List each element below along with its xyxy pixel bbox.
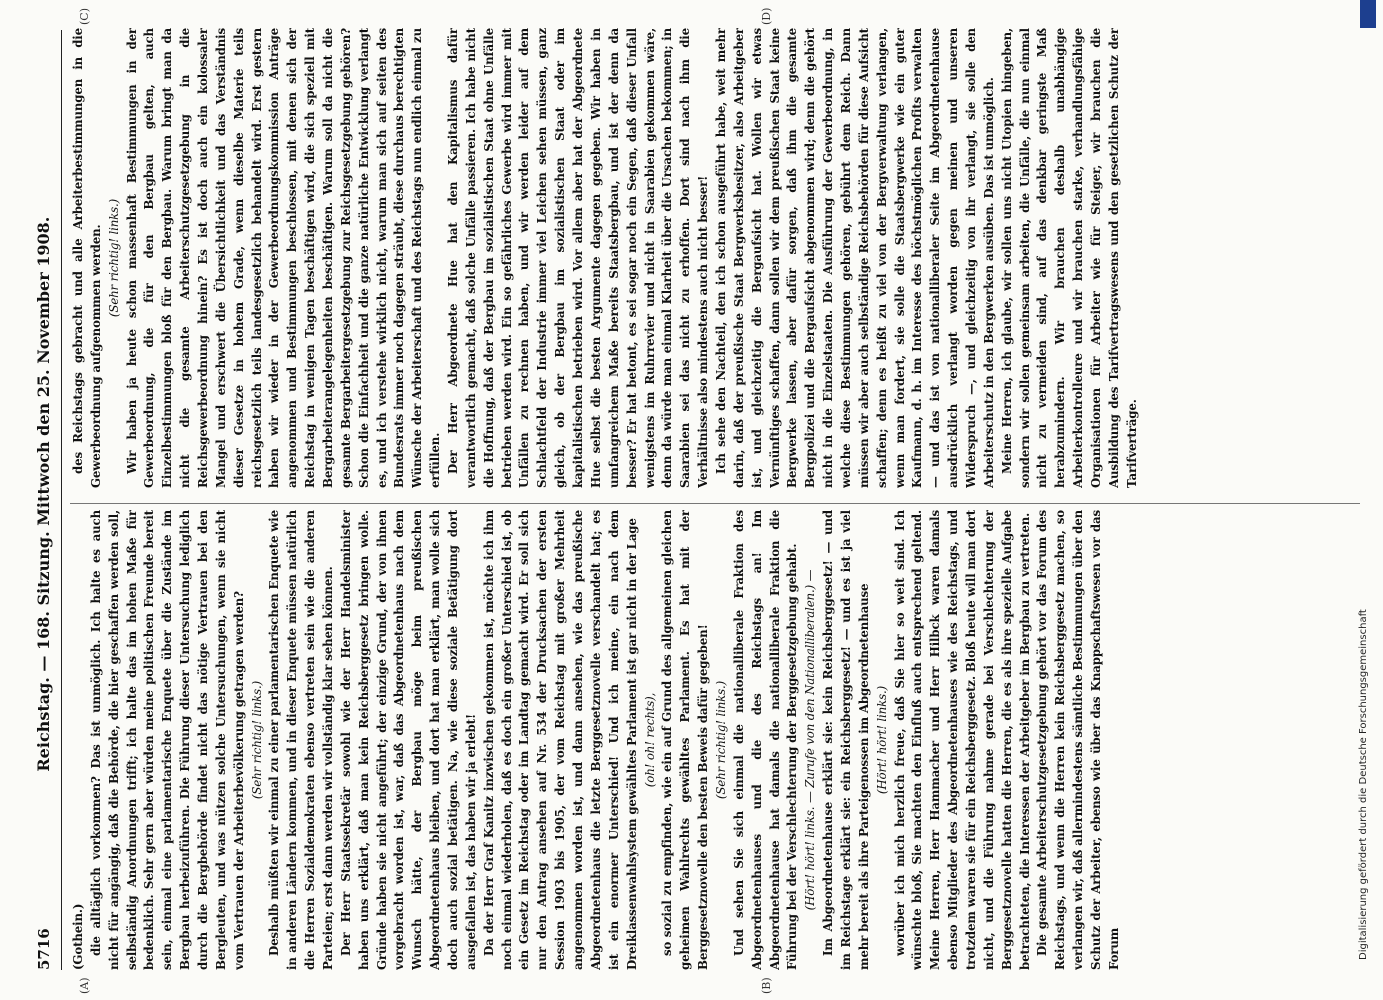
paragraph: Und sehen Sie sich einmal die nationalliberale Fraktion des Abgeordnetenhauses und die des Reichstags an! Im Abgeordnetenhause hat damals die nationalliberale Fraktion die Führung bei der Verschlechterung der Berggesetzgebung gehabt. [731,510,800,970]
interjection: (oh! oh! rechts), [642,692,657,788]
paragraph: Da der Herr Graf Kanitz inzwischen gekommen ist, möchte ich ihm noch einmal wiederholen, daß es doch ein großer Unterschied ist, ob ein Gesetz im Reichstag oder im Landtag gemacht wird. Er soll sich nur den Antrag ansehen auf Nr. 534 der Drucksachen der ersten Session 1903 bis 1905, der vom Reichstag mit großer Mehrheit angenommen worden ist, und dann ansehen, wie das preußische Abgeordnetenhaus die letzte Berggesetznovelle verschandelt hat; es ist ein enormer Unterschied! Und ich meine, ein nach dem Dreiklassenwahlsystem gewähltes Parlament ist gar nicht in der Lage [481,510,639,970]
column-divider [70,503,1360,504]
right-text-column [70,28,1360,488]
paragraph: die alltäglich vorkommen? Das ist unmöglich. Ich halte es auch nicht für angängig, daß die Behörde, die hier geschaffen werden soll, selbständig Anordnungen trifft; ich halte das im hohen Maße für bedenklich. Sehr gern aber würden meine politischen Freunde bereit sein, einmal eine parlamentarische Enquete über die Zustände im Bergbau herbeizuführen. Die Führung dieser Untersuchung lediglich durch die Bergbehörde findet nicht das nötige Vertrauen bei den Bergleuten, und was nützen solche Untersuchungen, wenn sie nicht vom Vertrauen der Arbeiterbevölkerung getragen werden? [88,510,246,970]
interjection: (Hört! hört! links. — Zurufe von den Nationalliberalen.) — [803,569,818,911]
page-number: 5716 [35,928,53,970]
page-title: Reichstag. — 168. Sitzung. Mittwoch den 25. November 1908. [34,216,53,772]
interjection: (Hört! hört! links.) [874,685,889,795]
paragraph: Der Herr Abgeordnete Hue hat den Kapitalismus dafür verantwortlich gemacht, daß solche Unfälle passieren. Ich habe nicht die Hoffnung, daß der Bergbau im sozialistischen Staat ohne Unfälle betrieben werden wird. Ein so gefährliches Gewerbe wird immer mit Unfällen zu rechnen haben, und wir werden leider auf dem Schlachtfeld der Industrie immer viel Leichen sehen müssen, ganz gleich, ob der Bergbau im sozialistischen Staat oder im kapitalistischen betrieben wird. Vor allem aber hat der Abgeordnete Hue selbst die besten Argumente dagegen gegeben. Wir haben in umfangreichem Maße bereits Staatsbergbau, und ist der denn da besser? Er hat betont, es sei sogar noch ein Segen, daß dieser Unfall wenigstens im Ruhrrevier und nicht in Saarabien gekommen wäre, denn da würde man einmal Klarheit über die Ursachen bekommen; in Saarabien sei das nicht zu erhoffen. Dort sind nach ihm die Verhältnisse also mindestens auch nicht besser! [446,28,711,488]
margin-marker-d: (D) [760,7,773,25]
paragraph: des Reichstags gebracht und alle Arbeiterbestimmungen in die Gewerbeordnung aufgenommen werden. [71,28,103,488]
paragraph: worüber ich mich herzlich freue, daß Sie hier so weit sind. Ich wünschte bloß, Sie machten den Einfluß auch entsprechend geltend. Meine Herren, Herr Hammacher und Herr Hilbck waren damals ebenso Mitglieder des Abgeordnetenhauses wie des Reichstags, und trotzdem waren sie für ein Reichsberggesetz. Bloß heute will man dort nicht, und die Führung nahme gerade bei Verschlechterung der Berggesetznovelle hatten die Herren, die es als ihre spezielle Aufgabe betrachteten, die Interessen der Arbeitgeber im Bergbau zu vertreten. [892,510,1032,970]
interjection: (Sehr richtig! links.) [249,680,264,800]
margin-marker-a: (A) [78,977,91,994]
interjection: (Sehr richtig! links.) [106,198,121,318]
paragraph: Wir haben ja heute schon massenhaft Bestimmungen in der Gewerbeordnung, die für den Bergbau gelten, auch Einzelbestimmungen bloß für den Bergbau. Warum bringt man da nicht die gesamte Arbeiterschutzgesetzgebung in die Reichsgewerbeordnung hinein? Es ist doch auch ein kolossaler Mangel und erschwert die Übersichtlichkeit und das Verständnis dieser Gesetze in hohem Grade, wenn dieselbe Materie teils reichsgesetzlich teils landesgesetzlich behandelt wird. Erst gestern haben wir wieder in der Gewerbeordnungskommission Anträge angenommen und Bestimmungen beschlossen, mit denen sich der Reichstag in wenigen Tagen beschäftigen wird, die sich speziell mit Bergarbeiterangelegenheiten beschäftigen. Warum soll da nicht die gesamte Bergarbeitergesetzgebung zur Reichsgesetzgebung gehören? Schon die Einfachheit und die ganze natürliche Entwicklung verlangt es, und ich verstehe wirklich nicht, warum man sich auf seiten des Bundesrats immer noch dagegen sträubt, diese durchaus berechtigten Wünsche der Arbeiterschaft und des Reichstags nun endlich einmal zu erfüllen. [124,28,443,488]
paragraph: so sozial zu empfinden, wie ein auf Grund des allgemeinen gleichen geheimen Wahlrechts gewähltes Parlament. Es hat mit der Berggesetznovelle den besten Beweis dafür gegeben! [660,510,711,970]
paragraph: Der Herr Staatssekretär sowohl wie der Herr Handelsminister haben uns erklärt, daß man kein Reichsberggesetz bringen wolle. Gründe haben sie nicht angeführt; der einzige Grund, der von ihnen vorgebracht worden ist, war, daß das Abgeordnetenhaus nach dem Wunsch hätte, der Bergbau möge beim preußischen Abgeordnetenhaus bleiben, und dort hat man erklärt, man wolle sich doch auch sozial betätigen. Na, wie diese soziale Betätigung dort ausgefallen ist, das haben wir ja erlebt! [338,510,478,970]
dfg-logo [1360,0,1376,28]
paragraph: Im Abgeordnetenhause erklärt sie: kein Reichsberggesetz! — und im Reichstage erklärt sie: ein Reichsberggesetz! — und es ist ja viel mehr bereit als ihre Parteigenossen im Abgeordnetenhause [821,510,871,970]
paragraph: Deshalb müßten wir einmal zu einer parlamentarischen Enquete wie in anderen Ländern kommen, und in dieser Enquete müssen natürlich die Herren Sozialdemokraten ebenso vertreten sein wie die anderen Parteien; erst dann werden wir vollständig klar sehen können. [267,510,336,970]
digitization-credit: Digitalisierung gefördert durch die Deutsche Forschungsgemeinschaft [1358,609,1369,960]
paragraph: Ich sehe den Nachteil, den ich schon ausgeführt habe, weit mehr darin, daß der preußische Staat Bergwerksbesitzer, also Arbeitgeber ist, und gleichzeitig die Bergaufsicht hat. Wollen wir etwas Vernünftiges schaffen, dann sollen wir dem preußischen Staat keine Bergwerke lassen, aber dafür sorgen, daß ihm die gesamte Bergpolizei und die Bergaufsicht abgenommen wird; denn die gehört nicht in die Einzelstaaten. Die Ausführung der Gewerbeordnung, in welche diese Bestimmungen gehören, gebührt dem Reich. Dann müssen wir aber auch selbständige Reichsbehörden für diese Aufsicht schaffen; denn es heißt zu viel von der Bergverwaltung verlangen, wenn man fordert, sie solle die Staatsbergwerke wie ein guter Kaufmann, d. h. im Interesse des höchstmöglichen Profits verwalten — und das ist von nationalliberaler Seite im Abgeordnetenhause ausdrücklich verlangt worden gegen meinen und unseren Widerspruch —, und gleichzeitig von ihr verlangt, sie solle den Arbeiterschutz in den Bergwerken ausüben. Das ist unmöglich. [713,28,996,488]
paragraph: Meine Herren, ich glaube, wir sollen uns nicht Utopien hingeben, sondern wir sollen gemeinsam arbeiten, die Unfälle, die nun einmal nicht zu vermeiden sind, auf das denkbar geringste Maß herabzumindern. Wir brauchen deshalb unabhängige Arbeiterkontrolleure und wir brauchen starke, verhandlungsfähige Organisationen für Arbeiter wie für Steiger, wir brauchen die Ausbildung des Tarifvertragswesens und den gesetzlichen Schutz der Tarifverträge. [999,28,1139,488]
paragraph: Die gesamte Arbeiterschutzgesetzgebung gehört vor das Forum des Reichstags, und wenn die Herren kein Reichsberggesetz machen, so verlangen wir, daß allermindestens sämtliche Bestimmungen über den Schutz der Arbeiter, ebenso wie über das Knappschaftswesen vor das Forum [1035,510,1121,970]
margin-marker-c: (C) [78,8,91,25]
speaker-name: (Gothein.) [71,903,85,970]
left-text-column [70,510,1360,970]
page-header [34,30,62,970]
interjection: (Sehr richtig! links.) [713,680,728,800]
margin-marker-b: (B) [760,977,773,994]
